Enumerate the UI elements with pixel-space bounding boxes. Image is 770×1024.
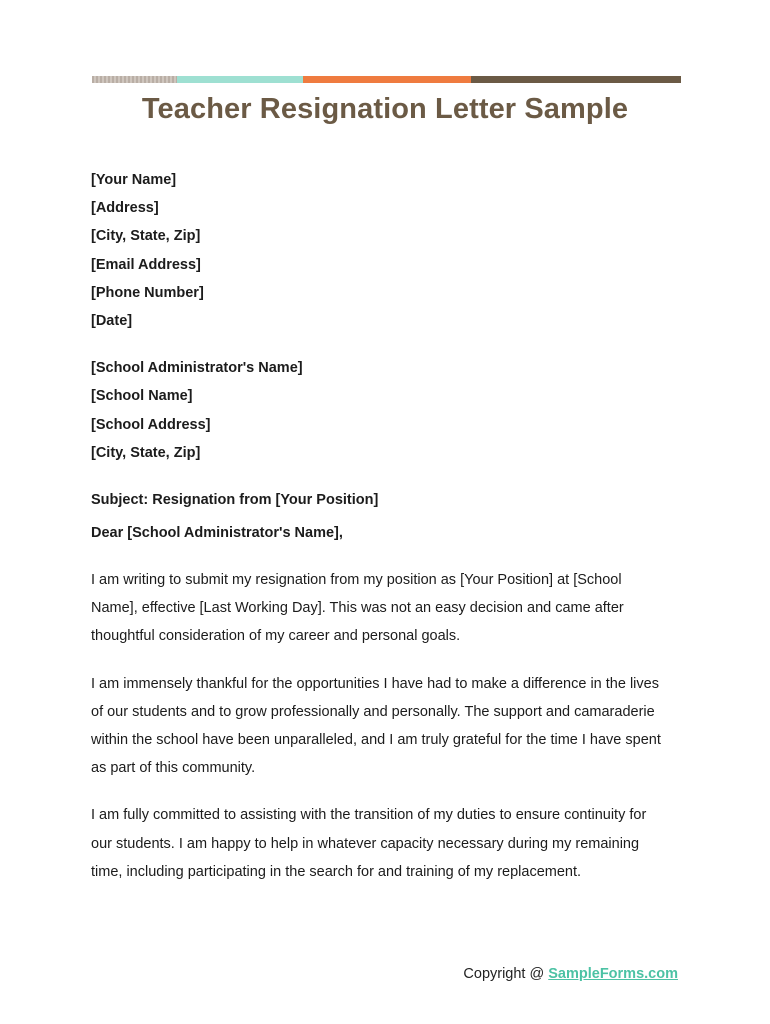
copyright-text: Copyright @	[463, 966, 549, 982]
bar-segment-textured	[92, 76, 177, 83]
recipient-address-block	[91, 354, 681, 467]
bar-segment-teal	[177, 76, 303, 83]
letter-subject: Subject: Resignation from [Your Position]	[91, 492, 379, 509]
page-title: Teacher Resignation Letter Sample	[141, 93, 629, 125]
sender-phone: [Phone Number]	[91, 284, 204, 301]
body-paragraph-3: I am fully committed to assisting with the transition of my duties to ensure continuity for our students. I am happy to help in whatever capacity necessary during my remaining time, including participating in the search for and training of my replacement.	[91, 807, 647, 880]
decorative-top-bar	[92, 76, 681, 83]
copyright-footer	[463, 966, 678, 982]
recipient-school-name: [School Name]	[91, 388, 193, 405]
recipient-city-state-zip: [City, State, Zip]	[91, 444, 201, 461]
bar-segment-orange	[303, 76, 471, 83]
body-paragraph-1: I am writing to submit my resignation from my position as [Your Position] at [School Name], effective [Last Working Day]. This was not an easy decision and came after thoughtful consideration of my career and personal goals.	[91, 572, 624, 645]
bar-segment-brown	[471, 76, 681, 83]
sender-name: [Your Name]	[91, 172, 177, 188]
letter-salutation: Dear [School Administrator's Name],	[91, 525, 343, 542]
letter-body	[91, 166, 681, 905]
letter-date: [Date]	[91, 313, 133, 330]
sender-address-block	[91, 166, 681, 335]
brand-link[interactable]: SampleForms.com	[548, 966, 678, 982]
sender-address: [Address]	[91, 200, 159, 217]
sender-email: [Email Address]	[91, 256, 201, 273]
recipient-name: [School Administrator's Name]	[91, 360, 303, 377]
recipient-school-address: [School Address]	[91, 416, 211, 433]
body-paragraph-2: I am immensely thankful for the opportunities I have had to make a difference in the lives of our students and to grow professionally and personally. The support and camaraderie within the school have been unparalleled, and I am truly grateful for the time I have spent as part of this community.	[91, 675, 661, 777]
sender-city-state-zip: [City, State, Zip]	[91, 228, 201, 245]
